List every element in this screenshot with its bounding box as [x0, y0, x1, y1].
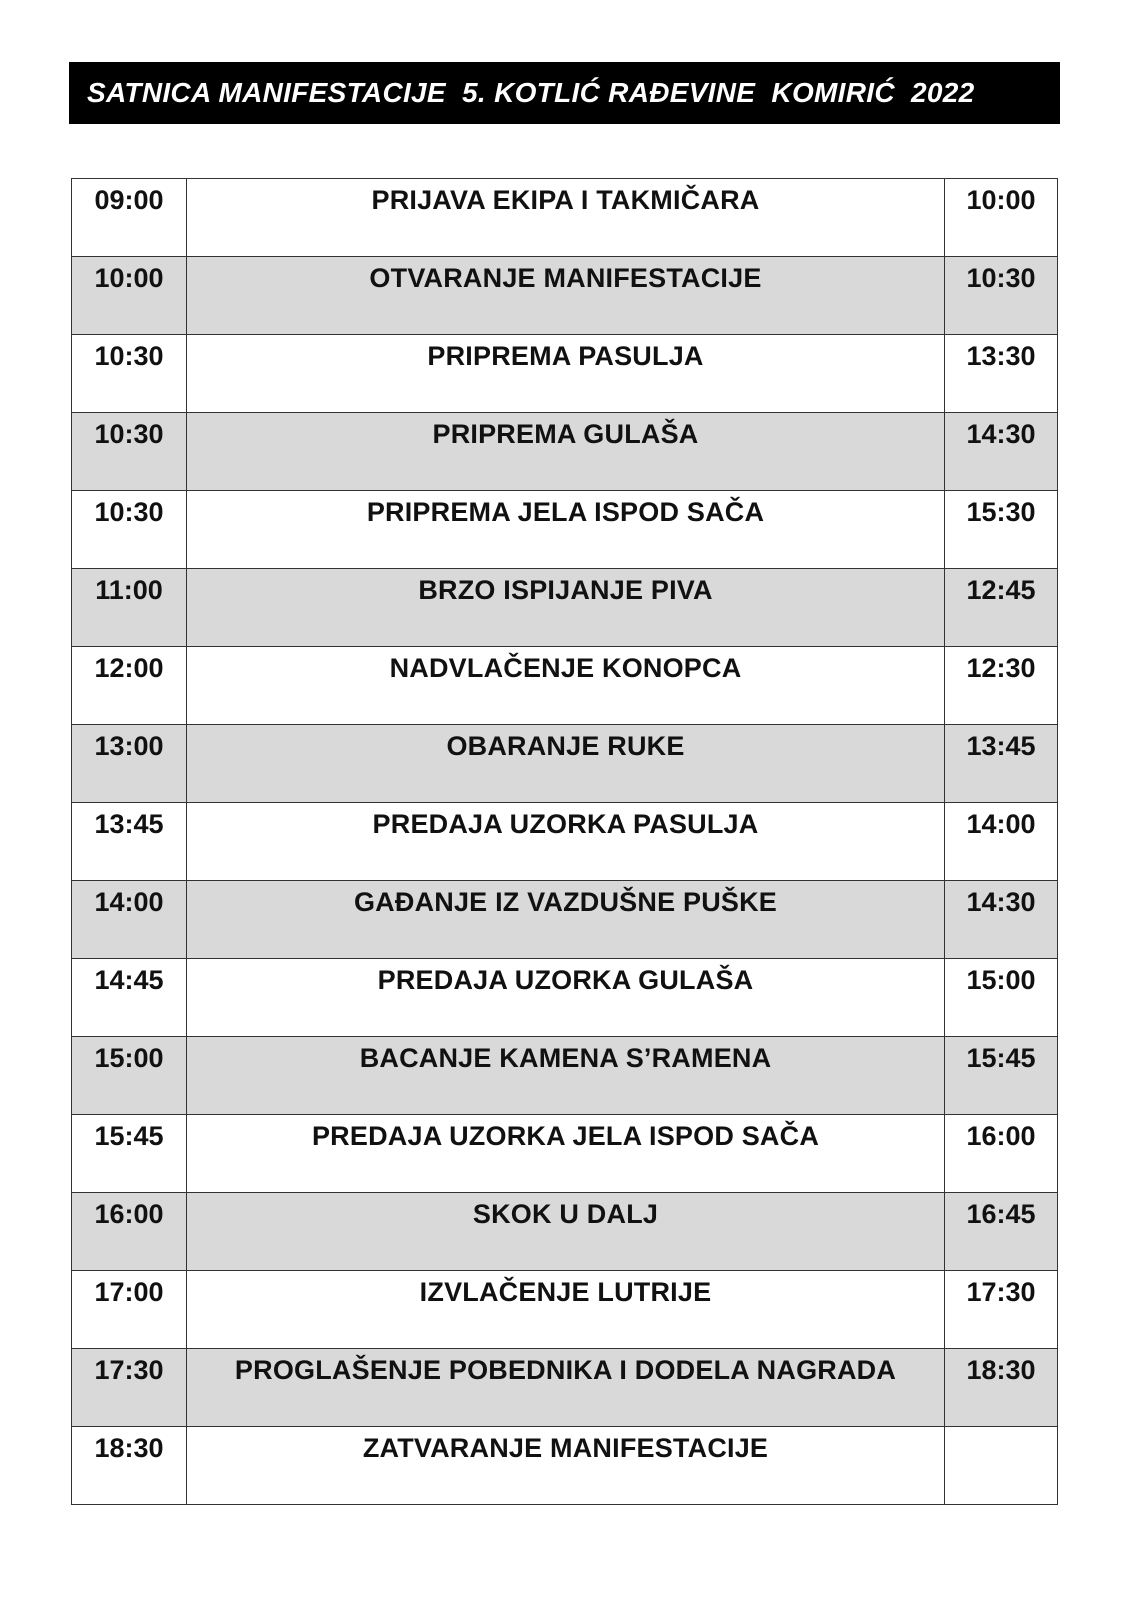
title-bar	[69, 62, 1060, 124]
end-time-cell: 12:30	[945, 647, 1058, 725]
start-time-cell: 18:30	[72, 1427, 187, 1505]
end-time-cell: 16:00	[945, 1115, 1058, 1193]
event-name-cell: PREDAJA UZORKA GULAŠA	[187, 959, 945, 1037]
start-time-cell: 14:45	[72, 959, 187, 1037]
event-name-cell: PRIPREMA JELA ISPOD SAČA	[187, 491, 945, 569]
start-time-cell: 10:30	[72, 491, 187, 569]
event-name-cell: OBARANJE RUKE	[187, 725, 945, 803]
schedule-row	[72, 179, 1058, 257]
end-time-cell: 16:45	[945, 1193, 1058, 1271]
end-time-cell: 10:30	[945, 257, 1058, 335]
schedule-row	[72, 257, 1058, 335]
schedule-row	[72, 1115, 1058, 1193]
end-time-cell: 14:30	[945, 881, 1058, 959]
start-time-cell: 15:00	[72, 1037, 187, 1115]
start-time-cell: 10:00	[72, 257, 187, 335]
event-name-cell: BRZO ISPIJANJE PIVA	[187, 569, 945, 647]
end-time-cell: 18:30	[945, 1349, 1058, 1427]
event-name-cell: GAĐANJE IZ VAZDUŠNE PUŠKE	[187, 881, 945, 959]
event-name-cell: PRIPREMA PASULJA	[187, 335, 945, 413]
end-time-cell: 13:45	[945, 725, 1058, 803]
end-time-cell: 15:30	[945, 491, 1058, 569]
schedule-row	[72, 1349, 1058, 1427]
end-time-cell: 12:45	[945, 569, 1058, 647]
start-time-cell: 13:45	[72, 803, 187, 881]
schedule-row	[72, 959, 1058, 1037]
end-time-cell: 14:00	[945, 803, 1058, 881]
schedule-row	[72, 335, 1058, 413]
start-time-cell: 17:00	[72, 1271, 187, 1349]
schedule-row	[72, 1271, 1058, 1349]
event-name-cell: NADVLAČENJE KONOPCA	[187, 647, 945, 725]
start-time-cell: 12:00	[72, 647, 187, 725]
end-time-cell: 10:00	[945, 179, 1058, 257]
start-time-cell: 17:30	[72, 1349, 187, 1427]
schedule-row	[72, 725, 1058, 803]
schedule-row	[72, 881, 1058, 959]
schedule-table	[71, 178, 1058, 1505]
event-name-cell: PROGLAŠENJE POBEDNIKA I DODELA NAGRADA	[187, 1349, 945, 1427]
start-time-cell: 11:00	[72, 569, 187, 647]
end-time-cell	[945, 1427, 1058, 1505]
event-name-cell: IZVLAČENJE LUTRIJE	[187, 1271, 945, 1349]
schedule-row	[72, 413, 1058, 491]
schedule-row	[72, 803, 1058, 881]
event-name-cell: BACANJE KAMENA S’RAMENA	[187, 1037, 945, 1115]
schedule-row	[72, 569, 1058, 647]
end-time-cell: 13:30	[945, 335, 1058, 413]
schedule-row	[72, 1427, 1058, 1505]
start-time-cell: 15:45	[72, 1115, 187, 1193]
event-name-cell: SKOK U DALJ	[187, 1193, 945, 1271]
schedule-row	[72, 491, 1058, 569]
start-time-cell: 14:00	[72, 881, 187, 959]
page-title: SATNICA MANIFESTACIJE 5. KOTLIĆ RAĐEVINE KOMIRIĆ 2022	[87, 77, 975, 108]
start-time-cell: 10:30	[72, 335, 187, 413]
event-name-cell: PREDAJA UZORKA PASULJA	[187, 803, 945, 881]
event-name-cell: PREDAJA UZORKA JELA ISPOD SAČA	[187, 1115, 945, 1193]
schedule-row	[72, 647, 1058, 725]
end-time-cell: 17:30	[945, 1271, 1058, 1349]
event-name-cell: PRIPREMA GULAŠA	[187, 413, 945, 491]
end-time-cell: 14:30	[945, 413, 1058, 491]
start-time-cell: 13:00	[72, 725, 187, 803]
end-time-cell: 15:00	[945, 959, 1058, 1037]
start-time-cell: 10:30	[72, 413, 187, 491]
schedule-row	[72, 1037, 1058, 1115]
event-name-cell: OTVARANJE MANIFESTACIJE	[187, 257, 945, 335]
schedule-body	[72, 179, 1058, 1505]
end-time-cell: 15:45	[945, 1037, 1058, 1115]
schedule-row	[72, 1193, 1058, 1271]
start-time-cell: 16:00	[72, 1193, 187, 1271]
start-time-cell: 09:00	[72, 179, 187, 257]
event-name-cell: ZATVARANJE MANIFESTACIJE	[187, 1427, 945, 1505]
event-name-cell: PRIJAVA EKIPA I TAKMIČARA	[187, 179, 945, 257]
